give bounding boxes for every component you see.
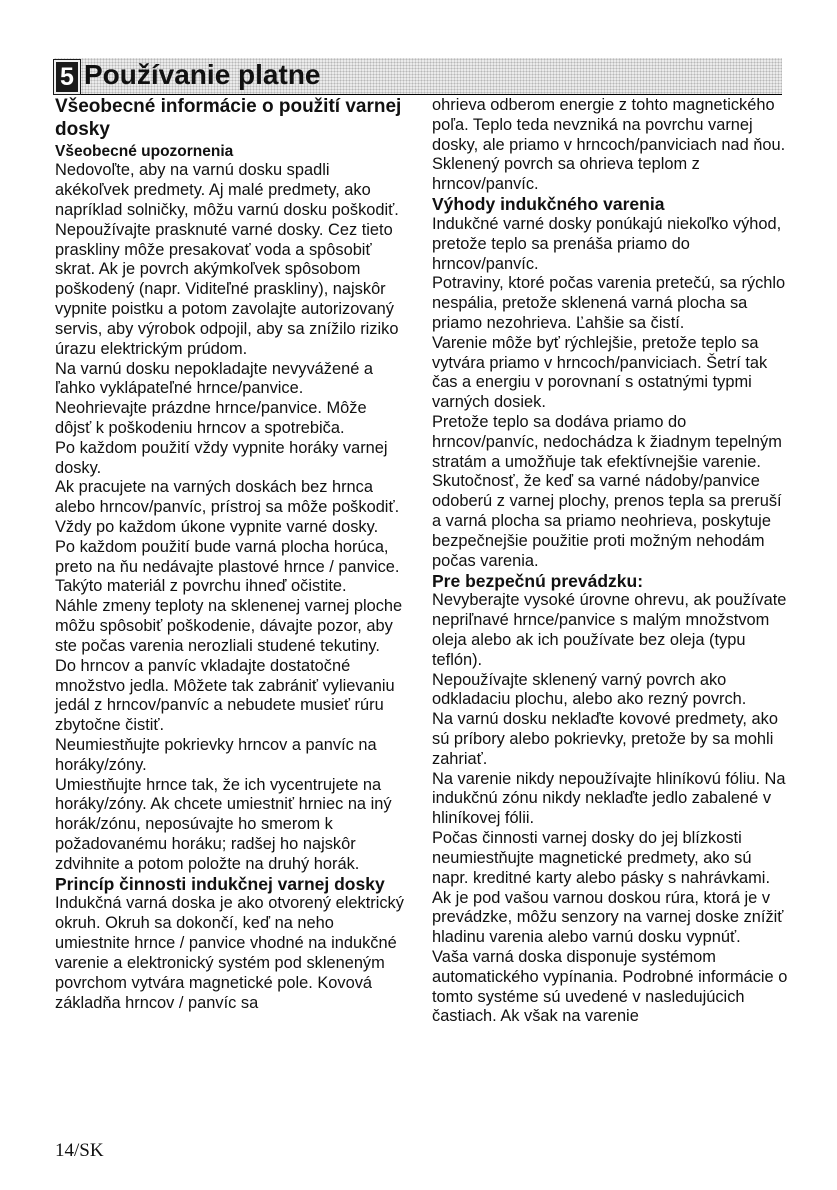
paragraph: Nedovoľte, aby na varnú dosku spadli akékoľvek predmety. Aj malé predmety, ako napríklad solničky, môžu varnú dosku poškodiť. Nepoužívajte prasknuté varné dosky. Cez tieto praskliny môže presakovať voda a spôsobiť skrat. Ak je povrch akýmkoľvek spôsobom poškodený (napr. Viditeľné praskliny), najskôr vypnite poistku a potom zavolajte autorizovaný servis, aby výrobok odpojil, aby sa znížilo riziko úrazu elektrickým prúdom. bbox=[55, 161, 399, 358]
right-column bbox=[432, 96, 790, 1027]
paragraph: Neohrievajte prázdne hrnce/panvice. Môže dôjsť k poškodeniu hrncov a spotrebiča. bbox=[55, 399, 367, 437]
subheading-general-warnings: Všeobecné upozornenia bbox=[55, 142, 234, 160]
chapter-number-badge: 5 bbox=[54, 60, 80, 94]
paragraph: Skutočnosť, že keď sa varné nádoby/panvice odoberú z varnej plochy, prenos tepla sa preruší a varná plocha sa priamo neohrieva, poskytuje bezpečnejšie použitie proti možným nehodám počas varenia. bbox=[432, 472, 782, 570]
paragraph: Nevyberajte vysoké úrovne ohrevu, ak používate nepriľnavé hrnce/panvice s malým množstvom oleja alebo ak ich používate bez oleja (typu teflón). bbox=[432, 591, 787, 669]
paragraph: Pretože teplo sa dodáva priamo do hrncov/panvíc, nedochádza k žiadnym tepelným stratám a umožňuje tak efektívnejšie varenie. bbox=[432, 413, 782, 471]
paragraph: Ak pracujete na varných doskách bez hrnca alebo hrncov/panvíc, prístroj sa môže poškodiť. Vždy po každom úkone vypnite varné dosky. bbox=[55, 478, 400, 537]
paragraph: Nepoužívajte sklenený varný povrch ako odkladaciu plochu, alebo ako rezný povrch. bbox=[432, 670, 747, 709]
section-heading-induction-principle: Princíp činnosti indukčnej varnej dosky bbox=[55, 873, 385, 894]
page-number: 14/SK bbox=[55, 1140, 104, 1161]
section-heading-general-info: Všeobecné informácie o použití varnej dosky bbox=[55, 96, 402, 140]
paragraph: Na varnú dosku nepokladajte nevyvážené a ľahko vyklápateľné hrnce/panvice. bbox=[55, 359, 374, 398]
paragraph: Umiestňujte hrnce tak, že ich vycentrujete na horáky/zóny. Ak chcete umiestniť hrniec na iný horák/zónu, neposúvajte ho smerom k požadovanému horáku; radšej ho najskôr zdvihnite a potom položte na druhý horák. bbox=[55, 775, 392, 873]
paragraph: Potraviny, ktoré počas varenia pretečú, sa rýchlo nespália, pretože sklenená varná plocha sa priamo nezohrieva. Ľahšie sa čistí. bbox=[432, 274, 786, 332]
paragraph: Ak je pod vašou varnou doskou rúra, ktorá je v prevádzke, môžu senzory na varnej doske znížiť hladinu varenia alebo varnú dosku vypnúť. bbox=[432, 888, 784, 947]
paragraph: Na varnú dosku neklaďte kovové predmety, ako sú príbory alebo pokrievky, pretože by sa mohli zahriať. bbox=[432, 710, 778, 768]
paragraph: Po každom použití vždy vypnite horáky varnej dosky. bbox=[55, 438, 388, 477]
paragraph: Náhle zmeny teploty na sklenenej varnej ploche môžu spôsobiť poškodenie, dávajte pozor, aby ste počas varenia nerozliali studené tekutiny. bbox=[55, 597, 403, 655]
paragraph: Indukčné varné dosky ponúkajú niekoľko výhod, pretože teplo sa prenáša priamo do hrncov/panvíc. bbox=[432, 214, 782, 273]
paragraph: Na varenie nikdy nepoužívajte hliníkovú fóliu. Na indukčnú zónu nikdy neklaďte jedlo zabalené v hliníkovej fólii. bbox=[432, 769, 786, 828]
paragraph: Vaša varná doska disponuje systémom automatického vypínania. Podrobné informácie o tomto systéme sú uvedené v nasledujúcich častiach. Ak však na varenie bbox=[432, 947, 788, 1026]
left-column bbox=[55, 96, 407, 1013]
paragraph: Neumiestňujte pokrievky hrncov a panvíc na horáky/zóny. bbox=[55, 735, 377, 774]
section-heading-induction-advantages: Výhody indukčného varenia bbox=[432, 194, 665, 215]
paragraph: Počas činnosti varnej dosky do jej blízkosti neumiestňujte magnetické predmety, ako sú napr. kreditné karty alebo pásky s nahrávkami. bbox=[432, 829, 771, 887]
paragraph: Po každom použití bude varná plocha horúca, preto na ňu nedávajte plastové hrnce / panvice. Takýto materiál z povrchu ihneď očistite. bbox=[55, 537, 400, 596]
paragraph: Do hrncov a panvíc vkladajte dostatočné množstvo jedla. Môžete tak zabrániť vylievaniu jedál z hrncov/panvíc a nebudete musieť rúru zbytočne čistiť. bbox=[55, 656, 395, 735]
paragraph: ohrieva odberom energie z tohto magnetického poľa. Teplo teda nevzniká na povrchu varnej dosky, ale priamo v hrncoch/panviciach nad ňou. Sklenený povrch sa ohrieva teplom z hrncov/panvíc. bbox=[432, 96, 786, 194]
chapter-title: Používanie platne bbox=[84, 59, 321, 90]
section-heading-safe-operation: Pre bezpečnú prevádzku: bbox=[432, 570, 644, 591]
paragraph: Indukčná varná doska je ako otvorený elektrický okruh. Okruh sa dokončí, keď na neho umiestnite hrnce / panvice vhodné na indukčné varenie a elektronický systém pod skleneným povrchom vytvára magnetické pole. Kovová základňa hrncov / panvíc sa bbox=[55, 894, 404, 1012]
paragraph: Varenie môže byť rýchlejšie, pretože teplo sa vytvára priamo v hrncoch/panviciach. Šetrí tak čas a energiu v porovnaní s ostatnými typmi varných dosiek. bbox=[432, 333, 768, 412]
